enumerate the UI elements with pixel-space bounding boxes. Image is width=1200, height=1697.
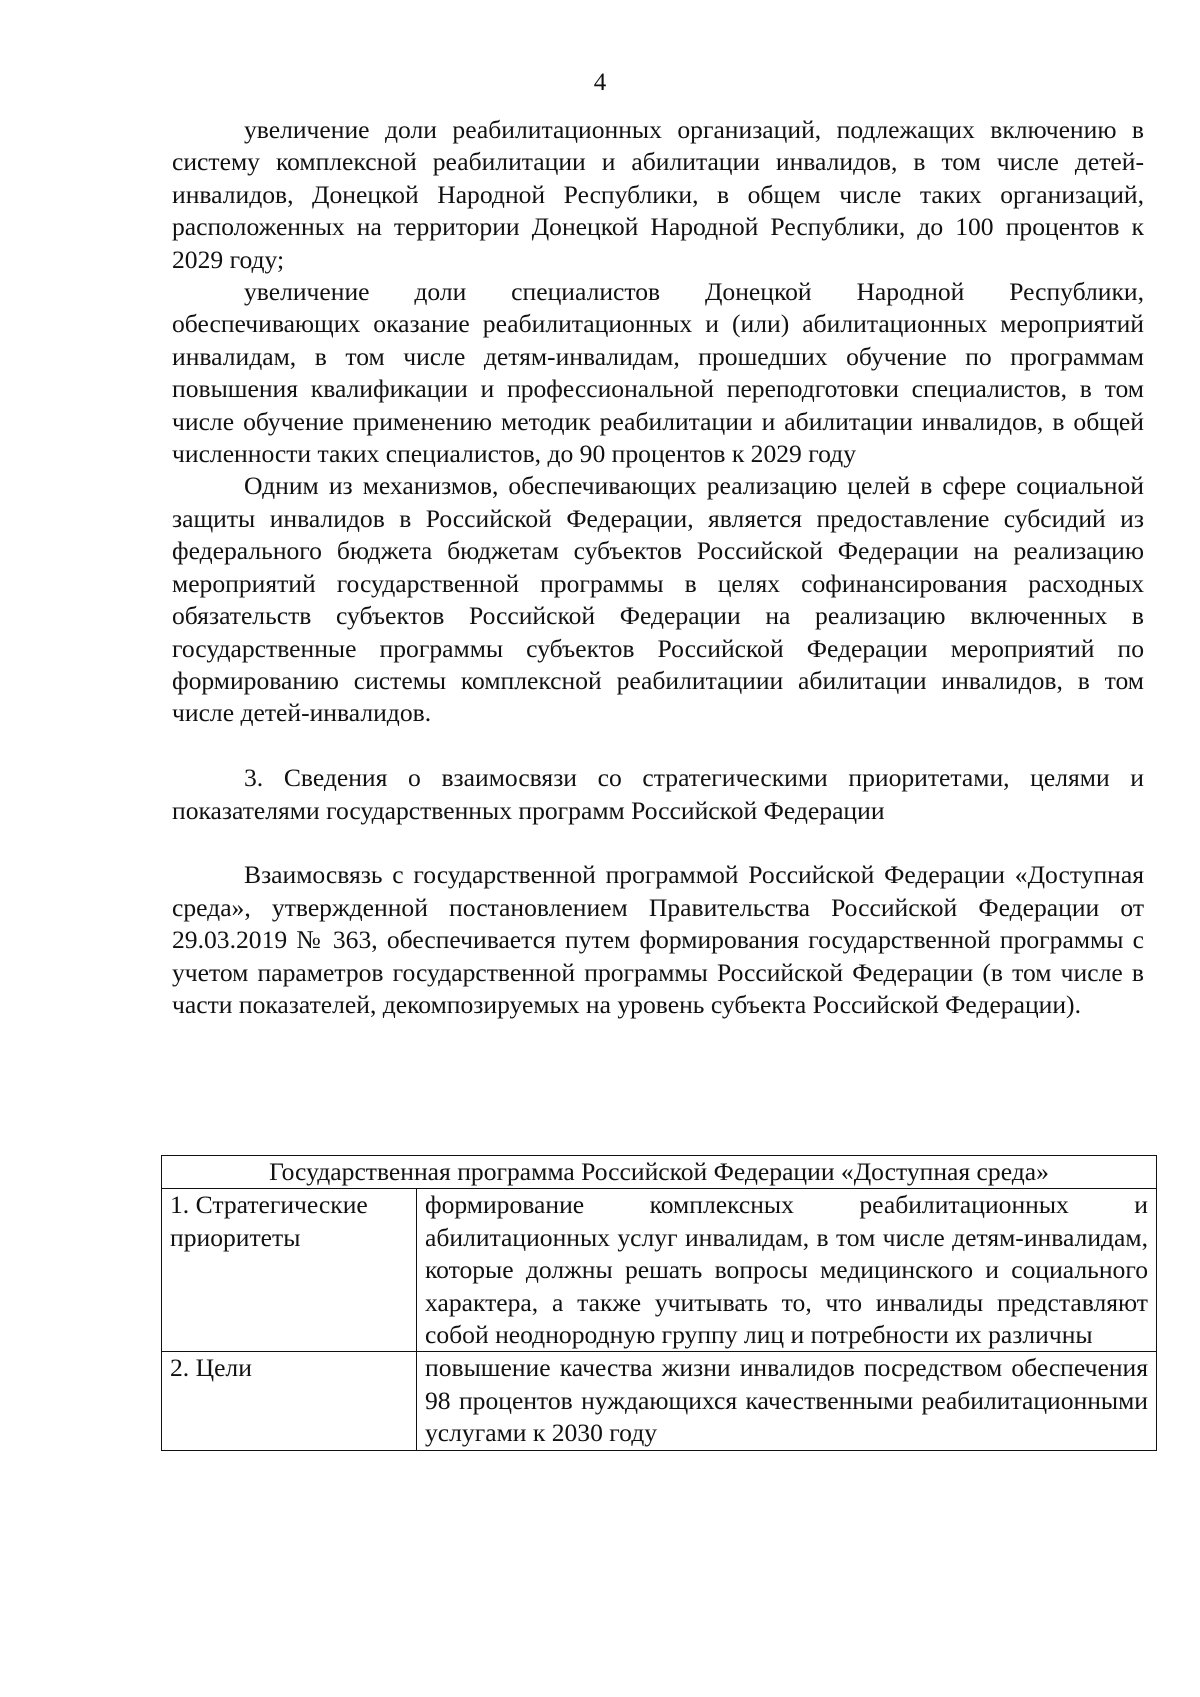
section-heading: 3. Сведения о взаимосвязи со стратегическими приоритетами, целями и показателями государственных программ Российской Федерации: [172, 763, 1144, 825]
page-number: 4: [593, 69, 607, 96]
document-body: [172, 114, 1144, 1021]
table-row-label-priorities: 1. Стратегические приоритеты: [162, 1189, 417, 1352]
table-title: Государственная программа Российской Федерации «Доступная среда»: [162, 1156, 1157, 1189]
paragraph-subsidies-mechanism: Одним из механизмов, обеспечивающих реализацию целей в сфере социальной защиты инвалидов в Российской Федерации, является предоставление субсидий из федерального бюджета бюджетам субъектов Российской Федерации на реализацию мероприятий государственной программы в целях софинансирования расходных обязательств субъектов Российской Федерации на реализацию включенных в государственные программы субъектов Российской Федерации мероприятий по формированию системы комплексной реабилитациии абилитации инвалидов, в том числе детей-инвалидов.: [172, 471, 1144, 728]
table-row-value-goals: повышение качества жизни инвалидов посредством обеспечения 98 процентов нуждающихся качественными реабилитационными услугами к 2030 году: [417, 1352, 1157, 1450]
table-row-value-priorities: формирование комплексных реабилитационных и абилитационных услуг инвалидам, в том числе детям-инвалидам, которые должны решать вопросы медицинского и социального характера, а также учитывать то, что инвалиды представляют собой неоднородную группу лиц и потребности их различны: [417, 1189, 1157, 1352]
table-row: [162, 1352, 1157, 1450]
program-table: [161, 1155, 1157, 1451]
table-header-row: [162, 1156, 1157, 1189]
paragraph-program-link: Взаимосвязь с государственной программой Российской Федерации «Доступная среда», утвержденной постановлением Правительства Российской Федерации от 29.03.2019 № 363, обеспечивается путем формирования государственной программы с учетом параметров государственной программы Российской Федерации (в том числе в части показателей, декомпозируемых на уровень субъекта Российской Федерации).: [172, 860, 1144, 1019]
table-row: [162, 1189, 1157, 1352]
paragraph-rehab-organizations: увеличение доли реабилитационных организаций, подлежащих включению в систему комплексной реабилитации и абилитации инвалидов, в том числе детей-инвалидов, Донецкой Народной Республики, в общем числе таких организаций, расположенных на территории Донецкой Народной Республики, до 100 процентов к 2029 году;: [172, 115, 1144, 274]
paragraph-specialists-share: увеличение доли специалистов Донецкой Народной Республики, обеспечивающих оказание реабилитационных и (или) абилитационных мероприятий инвалидам, в том числе детям-инвалидам, прошедших обучение по программам повышения квалификации и профессиональной переподготовки специалистов, в том числе обучение применению методик реабилитации и абилитации инвалидов, в общей численности таких специалистов, до 90 процентов к 2029 году: [172, 277, 1144, 469]
table-row-label-goals: 2. Цели: [162, 1352, 417, 1450]
